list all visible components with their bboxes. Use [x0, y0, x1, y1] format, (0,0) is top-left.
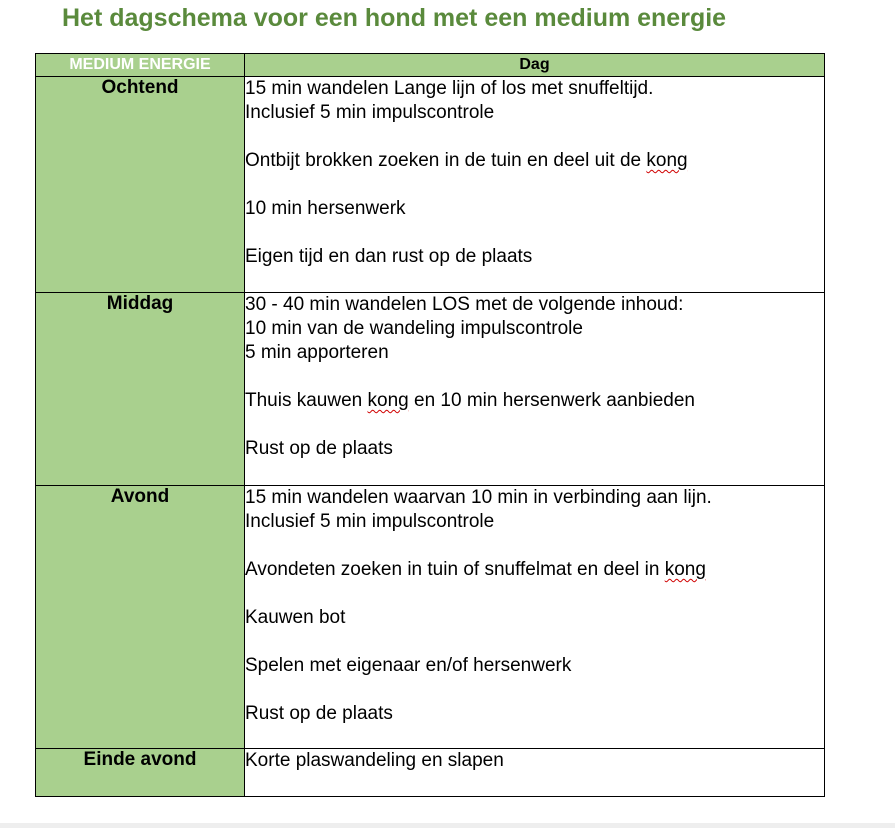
activity-line — [245, 678, 824, 702]
activity-line: Korte plaswandeling en slapen — [245, 750, 504, 771]
activities-cell — [245, 749, 825, 797]
activity-line: Rust op de plaats — [245, 438, 393, 459]
header-energy-level: MEDIUM ENERGIE — [36, 54, 245, 77]
activity-line: Spelen met eigenaar en/of hersenwerk — [245, 655, 572, 676]
activity-line: Eigen tijd en dan rust op de plaats — [245, 246, 533, 267]
activity-line: Inclusief 5 min impulscontrole — [245, 102, 495, 123]
activity-line: Ontbijt brokken zoeken in de tuin en deel uit de kong — [245, 150, 688, 171]
spellcheck-flagged-word: kong — [646, 150, 688, 171]
document-title: Het dagschema voor een hond met een medium energie — [62, 4, 727, 32]
activity-line — [245, 630, 824, 654]
activities-cell — [245, 293, 825, 486]
page-bottom-edge — [0, 823, 895, 828]
table-row — [36, 77, 825, 293]
activity-line — [245, 365, 824, 389]
activity-line: Inclusief 5 min impulscontrole — [245, 511, 495, 532]
activity-line — [245, 221, 824, 245]
activity-line: Rust op de plaats — [245, 703, 393, 724]
spellcheck-flagged-word: kong — [664, 559, 706, 580]
activity-line: 15 min wandelen Lange lijn of los met snuffeltijd. — [245, 78, 654, 99]
table-row — [36, 749, 825, 797]
schedule-table — [35, 53, 825, 797]
activity-line — [245, 125, 824, 149]
header-day: Dag — [245, 54, 825, 77]
activity-line: 10 min hersenwerk — [245, 198, 406, 219]
spellcheck-flagged-word: kong — [367, 390, 409, 411]
period-cell: Einde avond — [36, 749, 245, 797]
period-cell: Ochtend — [36, 77, 245, 293]
activity-line — [245, 582, 824, 606]
activity-line: Thuis kauwen kong en 10 min hersenwerk aanbieden — [245, 390, 695, 411]
table-header-row — [36, 54, 825, 77]
activity-line: 5 min apporteren — [245, 342, 389, 363]
activity-line: 30 - 40 min wandelen LOS met de volgende inhoud: — [245, 294, 684, 315]
period-cell: Avond — [36, 486, 245, 749]
activity-line — [245, 534, 824, 558]
table-row — [36, 486, 825, 749]
activity-line — [245, 173, 824, 197]
activity-line: Avondeten zoeken in tuin of snuffelmat en deel in kong — [245, 559, 706, 580]
activity-line: 15 min wandelen waarvan 10 min in verbinding aan lijn. — [245, 487, 712, 508]
period-cell: Middag — [36, 293, 245, 486]
activity-line: 10 min van de wandeling impulscontrole — [245, 318, 583, 339]
activity-line — [245, 413, 824, 437]
activities-cell — [245, 486, 825, 749]
activity-line: Kauwen bot — [245, 607, 346, 628]
activities-cell — [245, 77, 825, 293]
table-row — [36, 293, 825, 486]
